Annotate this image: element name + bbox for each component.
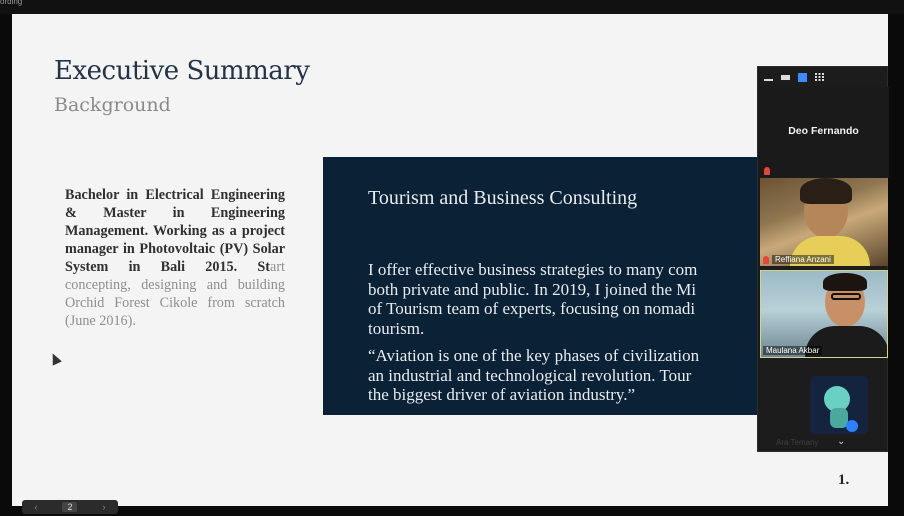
- minimize-icon[interactable]: [764, 79, 773, 81]
- consulting-card: [323, 157, 763, 415]
- participant-name: Deo Fernando: [788, 125, 859, 137]
- participant-name-faded: Ara Temany: [776, 438, 819, 447]
- participant-name: Maulana Akbar: [763, 346, 822, 355]
- slide-navigator[interactable]: [22, 500, 118, 514]
- slide-subtitle: Background: [54, 94, 171, 116]
- prev-slide-button[interactable]: ‹: [34, 502, 38, 512]
- next-slide-button[interactable]: ›: [102, 502, 106, 512]
- participant-name: Reffiana Anzani: [772, 255, 834, 264]
- mouse-cursor-icon: [48, 351, 62, 365]
- page-number: 1.: [838, 472, 850, 488]
- participant-tile-reffiana[interactable]: [760, 178, 888, 266]
- gallery-view-icon[interactable]: [815, 73, 824, 82]
- bio-text-light: art concepting, designing and building Orchid Forest Cikole from scratch (June 2016).: [65, 259, 285, 329]
- bio-text-bold: Bachelor in Electrical Engineering & Master in Engineering Management. Working as a project manager in Photovoltaic (PV) Solar System in Bali 2015. St: [65, 187, 285, 275]
- planet-icon: [846, 420, 858, 432]
- participant-video-hair: [823, 273, 867, 291]
- speaker-view-icon[interactable]: [781, 75, 790, 80]
- video-panel[interactable]: [757, 66, 888, 452]
- participant-tile-avatar[interactable]: [810, 376, 868, 434]
- top-bar: [0, 0, 904, 14]
- card-body: [368, 260, 763, 413]
- card-paragraph-1: I offer effective business strategies to many com both private and public. In 2019, I joined the Mi of Tourism team of experts, focusing on nomadi tourism.: [368, 260, 698, 338]
- participant-video-hair: [800, 178, 852, 204]
- chevron-down-icon[interactable]: ⌄: [837, 436, 846, 447]
- slide-title: Executive Summary: [54, 56, 310, 86]
- muted-mic-icon: [764, 167, 770, 175]
- glasses-icon: [831, 293, 861, 300]
- current-slide-number: 2: [62, 502, 77, 512]
- participant-tile-maulana[interactable]: [760, 270, 888, 358]
- muted-mic-icon: [763, 256, 769, 264]
- video-panel-toolbar: [758, 67, 895, 87]
- participant-tile-deo[interactable]: [758, 87, 889, 177]
- card-paragraph-2: “Aviation is one of the key phases of civilization an industrial and technological revolution. Tour the biggest driver of aviation industry.”: [368, 346, 700, 404]
- side-by-side-icon[interactable]: [798, 73, 807, 82]
- bio-text: [65, 186, 285, 330]
- card-title: Tourism and Business Consulting: [368, 187, 638, 209]
- recording-label: ording: [0, 0, 23, 6]
